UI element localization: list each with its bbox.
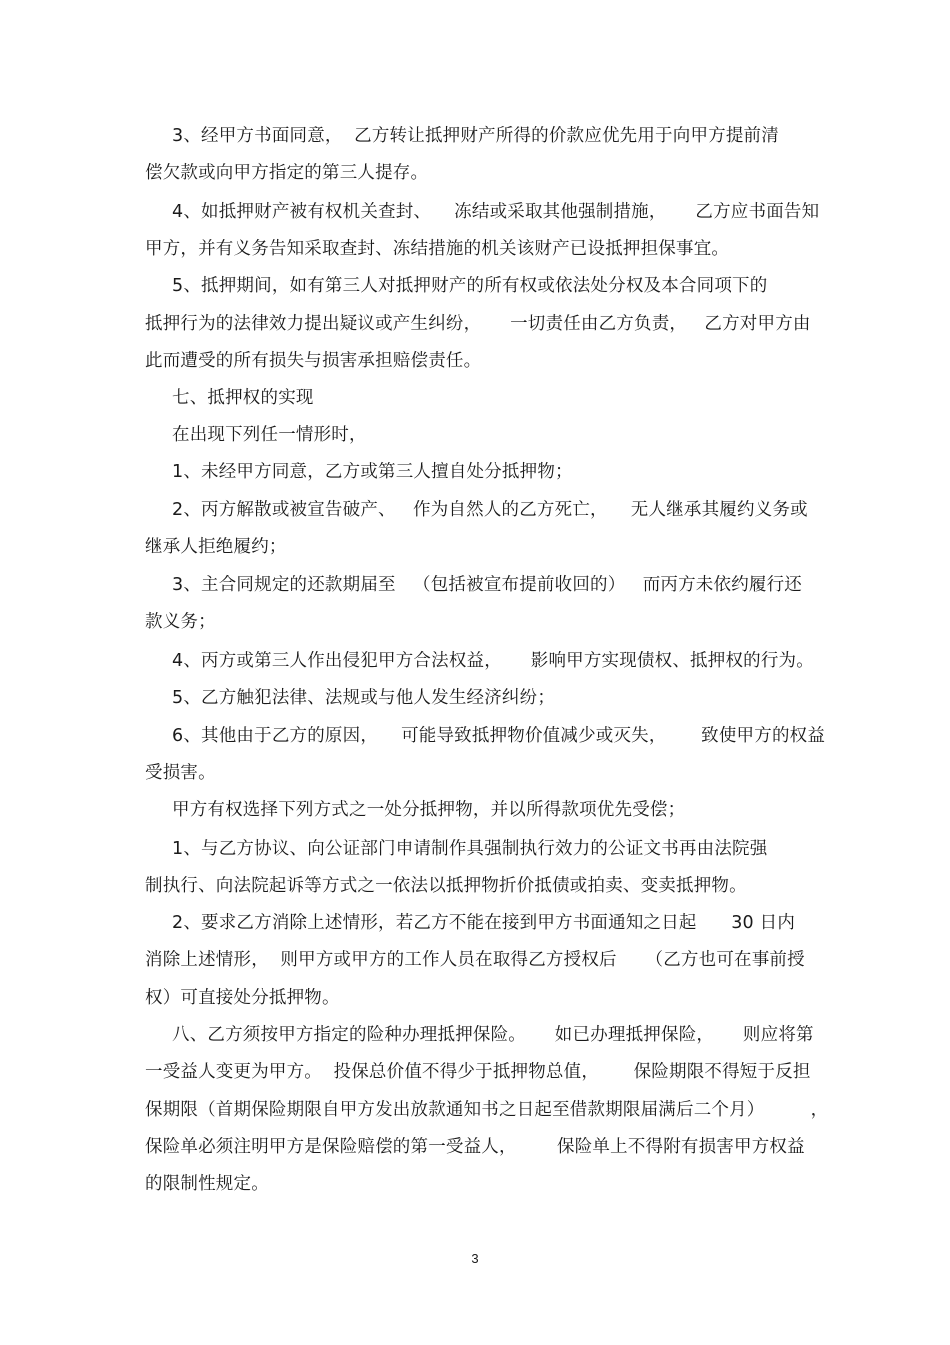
- text-line: 3、主合同规定的还款期届至 （包括被宣布提前收回的） 而丙方未依约履行还: [172, 575, 803, 595]
- text-line: 6、其他由于乙方的原因， 可能导致抵押物价值减少或灭失， 致使甲方的权益: [172, 726, 826, 746]
- page-number: 3: [471, 1251, 479, 1266]
- text-line: 2、要求乙方消除上述情形，若乙方不能在接到甲方书面通知之日起 30 日内: [172, 913, 796, 933]
- text-line: 4、丙方或第三人作出侵犯甲方合法权益， 影响甲方实现债权、抵押权的行为。: [172, 651, 814, 671]
- text-line: 偿欠款或向甲方指定的第三人提存。: [145, 163, 429, 183]
- text-line: 5、乙方触犯法律、法规或与他人发生经济纠纷；: [172, 688, 556, 708]
- text-line: 一受益人变更为甲方。 投保总价值不得少于抵押物总值， 保险期限不得短于反担: [145, 1062, 811, 1082]
- text-line: 八、乙方须按甲方指定的险种办理抵押保险。 如已办理抵押保险， 则应将第: [172, 1025, 814, 1045]
- text-line: 1、与乙方协议、向公证部门申请制作具强制执行效力的公证文书再由法院强: [172, 839, 768, 859]
- section-title: 七、抵押权的实现: [172, 388, 314, 408]
- text-line: 消除上述情形， 则甲方或甲方的工作人员在取得乙方授权后 （乙方也可在事前授: [145, 950, 805, 970]
- text-line: 继承人拒绝履约；: [145, 537, 287, 557]
- text-line: 3、经甲方书面同意， 乙方转让抵押财产所得的价款应优先用于向甲方提前清: [172, 126, 779, 146]
- text-line: 权）可直接处分抵押物。: [145, 988, 340, 1008]
- text-line: 2、丙方解散或被宣告破产、 作为自然人的乙方死亡， 无人继承其履约义务或: [172, 500, 808, 520]
- text-line: 保险单必须注明甲方是保险赔偿的第一受益人， 保险单上不得附有损害甲方权益: [145, 1137, 805, 1157]
- text-line: 抵押行为的法律效力提出疑议或产生纠纷， 一切责任由乙方负责， 乙方对甲方由: [145, 314, 811, 334]
- text-line: 款义务；: [145, 612, 216, 632]
- text-line: 1、未经甲方同意，乙方或第三人擅自处分抵押物；: [172, 462, 573, 482]
- text-line: 甲方，并有义务告知采取查封、冻结措施的机关该财产已设抵押担保事宜。: [145, 239, 730, 259]
- text-line: 保期限（首期保险期限自甲方发出放款通知书之日起至借款期限届满后二个月） ，: [145, 1100, 829, 1120]
- text-line: 5、抵押期间，如有第三人对抵押财产的所有权或依法处分权及本合同项下的: [172, 276, 768, 296]
- text-line: 受损害。: [145, 763, 216, 783]
- text-line: 此而遭受的所有损失与损害承担赔偿责任。: [145, 351, 482, 371]
- text-line: 的限制性规定。: [145, 1174, 269, 1194]
- text-line: 4、如抵押财产被有权机关查封、 冻结或采取其他强制措施， 乙方应书面告知: [172, 202, 820, 222]
- text-line: 制执行、向法院起诉等方式之一依法以抵押物折价抵债或拍卖、变卖抵押物。: [145, 876, 747, 896]
- text-line: 在出现下列任一情形时，: [172, 425, 367, 445]
- text-line: 甲方有权选择下列方式之一处分抵押物，并以所得款项优先受偿；: [172, 800, 686, 820]
